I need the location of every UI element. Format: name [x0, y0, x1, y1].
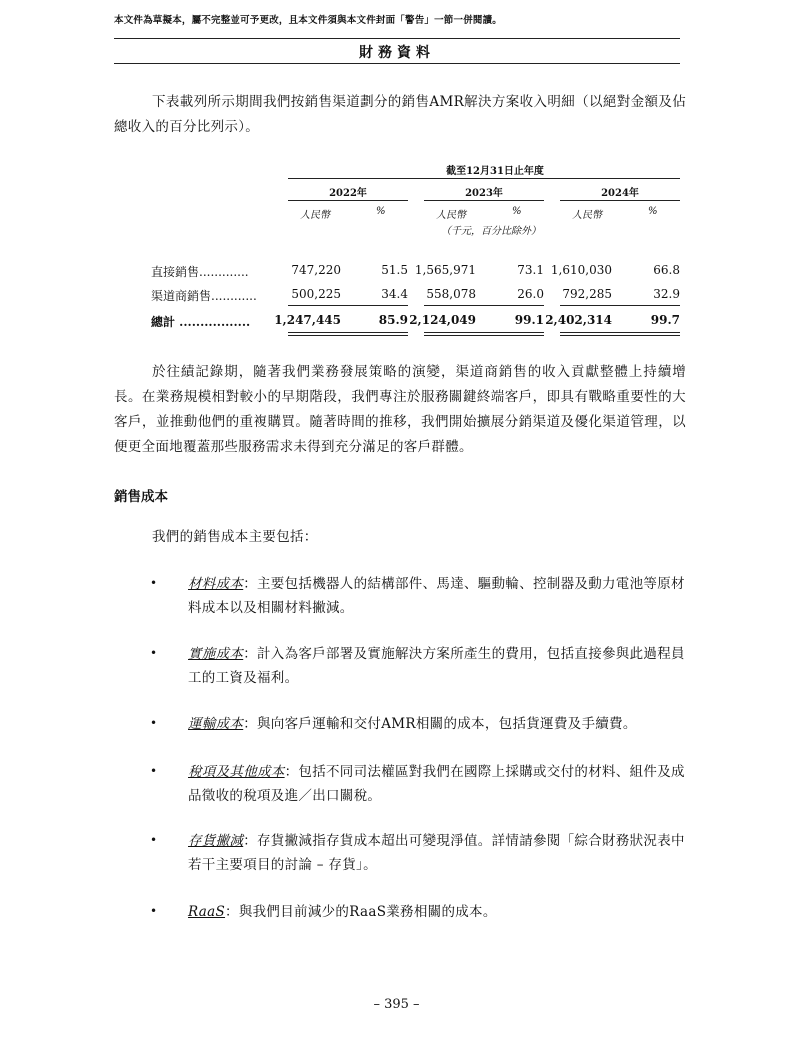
- table-rule-2022: [288, 200, 408, 201]
- table-cell: 747,220: [291, 263, 341, 277]
- item-term: 稅項及其他成本: [188, 764, 285, 780]
- table-cell: 558,078: [426, 287, 476, 301]
- item-text: ：與向客戶運輸和交付AMR相關的成本，包括貨運費及手續費。: [243, 716, 637, 732]
- bullet-icon: •: [150, 904, 158, 918]
- period-caption: 截至12月31日止年度: [446, 166, 544, 177]
- table-cell: 26.0: [517, 287, 544, 301]
- sum-rule: [560, 305, 680, 306]
- page-number: – 395 –: [373, 997, 420, 1012]
- year-2022: 2022年: [329, 188, 367, 199]
- header-rule-bottom: [114, 63, 680, 64]
- col-pct-2023: %: [512, 206, 522, 217]
- cost-intro: 我們的銷售成本主要包括：: [152, 529, 318, 545]
- table-cell: 500,225: [291, 287, 341, 301]
- item-term: 運輸成本: [188, 716, 244, 732]
- item-term: 材料成本: [188, 576, 244, 592]
- total-rule-1: [560, 332, 680, 333]
- table-cell: 85.9: [378, 313, 408, 327]
- total-rule-2: [288, 335, 408, 336]
- item-term: 實施成本: [188, 646, 244, 662]
- col-rmb-2023: 人民幣: [436, 210, 466, 221]
- item-text: ：存貨撇減指存貨成本超出可變現淨值。詳情請參閱「綜合財務狀況表中若干主要項目的討論 – 存貨」。: [188, 833, 685, 873]
- sum-rule: [288, 305, 408, 306]
- table-cell: 32.9: [653, 287, 680, 301]
- section-title: 財務資料: [359, 45, 435, 61]
- table-rule-period: [288, 178, 680, 179]
- total-rule-1: [424, 332, 544, 333]
- list-item: [188, 900, 688, 924]
- table-cell: 1,610,030: [550, 263, 612, 277]
- draft-notice: 本文件為草擬本，屬不完整並可予更改，且本文件須與本文件封面「警告」一節一併閱讀。: [114, 15, 503, 26]
- table-cell: 34.4: [381, 287, 408, 301]
- table-cell: 99.7: [650, 313, 680, 327]
- list-item: [188, 760, 688, 808]
- item-text: ：與我們目前減少的RaaS業務相關的成本。: [225, 904, 497, 920]
- item-term: RaaS: [188, 904, 226, 920]
- list-item: [188, 829, 688, 877]
- year-2024: 2024年: [601, 188, 639, 199]
- item-term: 存貨撇減: [188, 833, 244, 849]
- table-cell: 792,285: [562, 287, 612, 301]
- table-cell: 1,565,971: [414, 263, 476, 277]
- table-cell: 2,402,314: [545, 313, 612, 327]
- total-rule-2: [560, 335, 680, 336]
- col-pct-2024: %: [648, 206, 658, 217]
- row-label-channel: 渠道商銷售............: [151, 289, 257, 303]
- header-rule-top: [114, 38, 680, 39]
- analysis-paragraph: 於往績記錄期，隨著我們業務發展策略的演變，渠道商銷售的收入貢獻整體上持續增長。在業務規模相對較小的早期階段，我們專注於服務關鍵終端客戶，即具有戰略重要性的大客戶，並推動他們的重複購買。隨著時間的推移，我們開始擴展分銷渠道及優化渠道管理，以便更全面地覆蓋那些服務需求未得到充分滿足的客戶群體。: [114, 364, 686, 455]
- list-item: [188, 572, 688, 620]
- table-cell: 99.1: [514, 313, 544, 327]
- table-cell: 51.5: [381, 263, 408, 277]
- intro-paragraph: 下表載列所示期間我們按銷售渠道劃分的銷售AMR解決方案收入明細（以絕對金額及佔總收入的百分比列示）。: [114, 94, 686, 135]
- bullet-icon: •: [150, 576, 158, 590]
- list-item: [188, 642, 688, 690]
- sum-rule: [424, 305, 544, 306]
- item-text: ：包括不同司法權區對我們在國際上採購或交付的材料、組件及成品徵收的稅項及進／出口關稅。: [188, 764, 685, 804]
- row-label-total: 總計 .................: [151, 315, 251, 329]
- unit-note: （千元，百分比除外）: [441, 226, 541, 237]
- col-rmb-2024: 人民幣: [572, 210, 602, 221]
- row-label-direct: 直接銷售.............: [151, 265, 249, 279]
- bullet-icon: •: [150, 646, 158, 660]
- item-text: ：主要包括機器人的結構部件、馬達、驅動輪、控制器及動力電池等原材料成本以及相關材料撇減。: [188, 576, 685, 616]
- total-rule-2: [424, 335, 544, 336]
- table-rule-2023: [424, 200, 544, 201]
- year-2023: 2023年: [465, 188, 503, 199]
- bullet-icon: •: [150, 833, 158, 847]
- cost-heading: 銷售成本: [114, 489, 168, 505]
- list-item: [188, 712, 688, 736]
- table-rule-2024: [560, 200, 680, 201]
- bullet-icon: •: [150, 716, 158, 730]
- table-cell: 2,124,049: [409, 313, 476, 327]
- table-cell: 73.1: [517, 263, 544, 277]
- item-text: ：計入為客戶部署及實施解決方案所產生的費用，包括直接參與此過程員工的工資及福利。: [188, 646, 685, 686]
- col-rmb-2022: 人民幣: [300, 210, 330, 221]
- bullet-icon: •: [150, 764, 158, 778]
- table-cell: 1,247,445: [274, 313, 341, 327]
- total-rule-1: [288, 332, 408, 333]
- table-cell: 66.8: [653, 263, 680, 277]
- col-pct-2022: %: [376, 206, 386, 217]
